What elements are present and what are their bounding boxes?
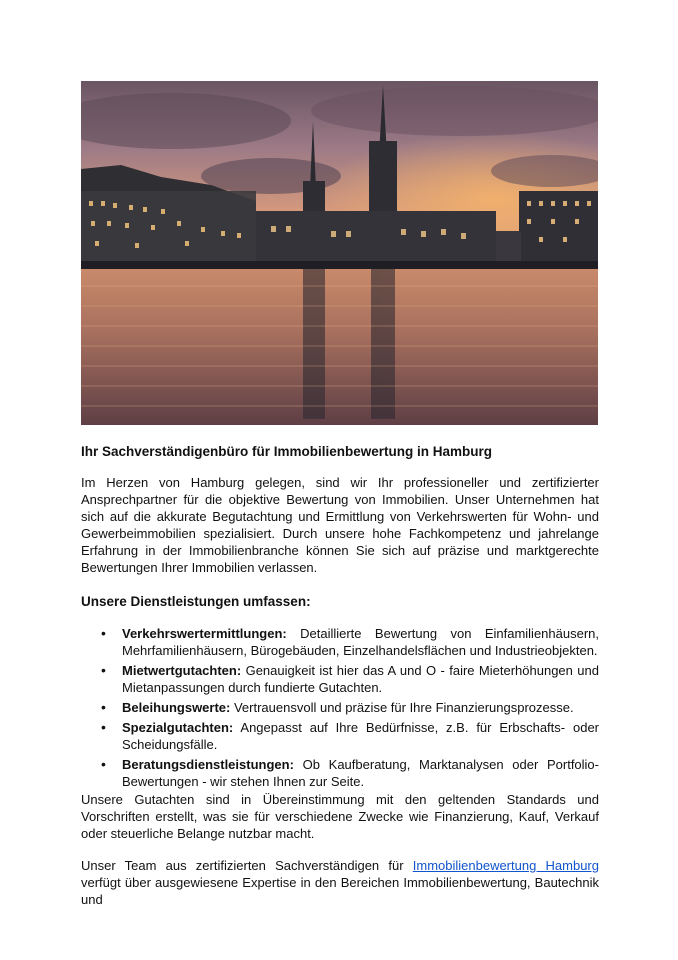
services-list: [81, 625, 599, 793]
services-heading: Unsere Dienstleistungen umfassen:: [81, 594, 311, 609]
service-term: Beratungsdienstleistungen:: [122, 757, 294, 772]
list-item: [81, 625, 599, 659]
list-item: [81, 662, 599, 696]
list-item: [81, 699, 599, 716]
service-text: Genauigkeit ist hier das A und O - faire Mieterhöhungen und Mietanpassungen durch fundierte Gutachten.: [122, 663, 599, 695]
service-text: Angepasst auf Ihre Bedürfnisse, z.B. für Erbschafts- oder Scheidungsfälle.: [122, 720, 599, 752]
service-text: Detaillierte Bewertung von Einfamilienhäusern, Mehrfamilienhäusern, Bürogebäuden, Einzelhandelsflächen und Industrieobjekten.: [122, 626, 599, 658]
team-text-after: verfügt über ausgewiesene Expertise in den Bereichen Immobilienbewertung, Bautechnik und: [81, 875, 599, 907]
page-heading: Ihr Sachverständigenbüro für Immobilienbewertung in Hamburg: [81, 444, 493, 459]
list-item: [81, 719, 599, 753]
service-term: Verkehrswertermittlungen:: [122, 626, 287, 641]
team-paragraph: [81, 857, 599, 908]
team-text-before: Unser Team aus zertifizierten Sachverständigen für: [81, 858, 413, 873]
service-term: Beleihungswerte:: [122, 700, 231, 715]
standards-paragraph: Unsere Gutachten sind in Übereinstimmung mit den geltenden Standards und Vorschriften erstellt, was sie für verschiedene Zwecke wie Finanzierung, Kauf, Verkauf oder steuerliche Belange nutzbar macht.: [81, 792, 599, 841]
service-term: Mietwertgutachten:: [122, 663, 242, 678]
service-term: Spezialgutachten:: [122, 720, 234, 735]
service-text: Ob Kaufberatung, Marktanalysen oder Portfolio-Bewertungen - wir stehen Ihnen zur Seite.: [122, 757, 599, 789]
service-text: Vertrauensvoll und präzise für Ihre Finanzierungsprozesse.: [230, 700, 574, 715]
list-item: [81, 756, 599, 790]
hamburg-skyline-photo: [81, 81, 598, 425]
intro-paragraph: Im Herzen von Hamburg gelegen, sind wir Ihr professioneller und zertifizierter Ansprechpartner für die objektive Bewertung von Immobilien. Unser Unternehmen hat sich auf die akkurate Begutachtung und Ermittlung von Verkehrswerten für Wohn- und Gewerbeimmobilien spezialisiert. Durch unsere hohe Fachkompetenz und jahrelange Erfahrung in der Immobilienbranche können Sie sich auf präzise und marktgerechte Bewertungen Ihrer Immobilien verlassen.: [81, 475, 599, 575]
immobilienbewertung-hamburg-link[interactable]: Immobilienbewertung Hamburg: [412, 858, 599, 873]
